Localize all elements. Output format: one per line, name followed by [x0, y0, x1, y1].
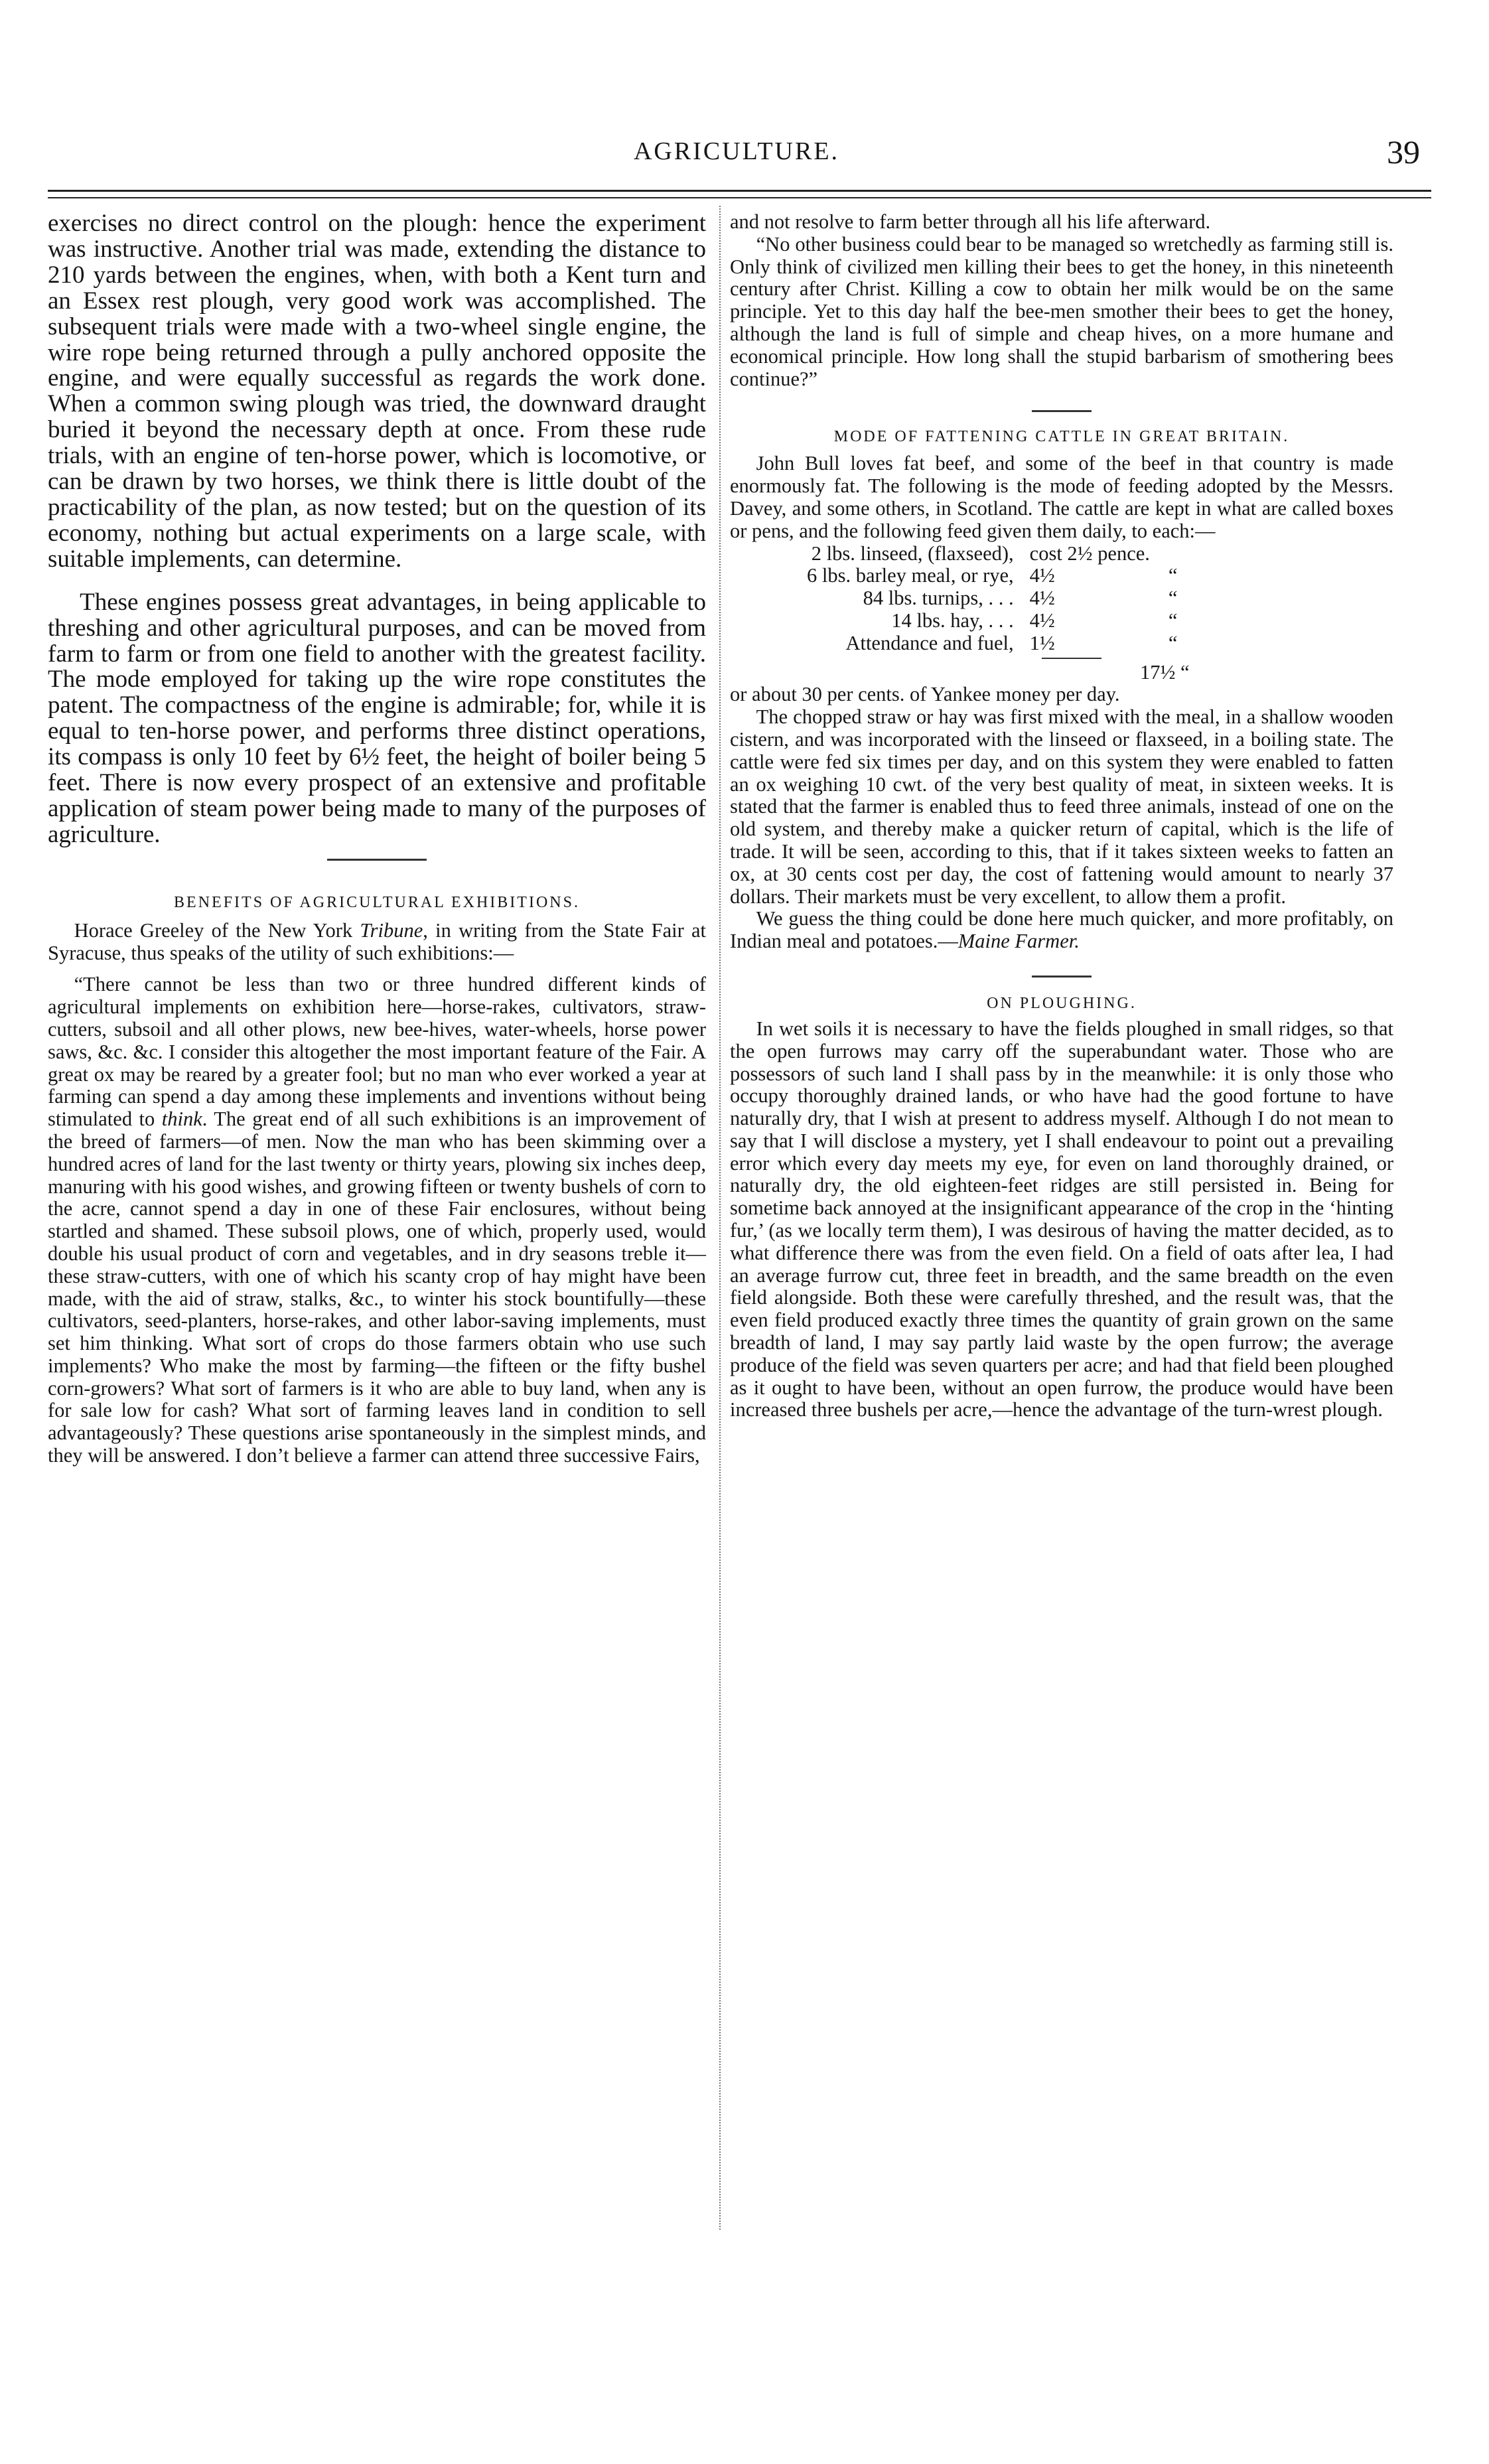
page-number: 39	[1387, 133, 1420, 171]
section-divider	[327, 859, 427, 861]
section-divider	[1032, 410, 1092, 412]
feed-row	[803, 543, 1181, 565]
greeley-quote-start: “There cannot be less than two or three hundred different kinds of agricultural implements on exhibition here—horse-rakes, cultivators, straw-cutters, subsoil and all other plows, new bee-hives, water-wheels, horse power saws, &c. &c. I consider this altogether the most important feature of the Fair. A great ox may be reared by a greater fool; but no man who ever worked a year at farming can spend a day among these implements and inventions without being stimulated to	[48, 973, 706, 1131]
feed-cost: 4½	[1029, 564, 1055, 587]
header-rule	[48, 190, 1431, 198]
exhibitions-heading: BENEFITS OF AGRICULTURAL EXHIBITIONS.	[174, 893, 580, 911]
right-column	[730, 211, 1393, 1421]
feed-total: 17½ “	[1140, 660, 1190, 684]
feed-row	[803, 632, 1181, 655]
feed-ditto: “	[1168, 609, 1178, 632]
feed-cost: 1½	[1029, 631, 1055, 654]
feed-ditto: “	[1168, 564, 1178, 587]
fattening-intro: John Bull loves fat beef, and some of the beef in that country is made enormously fat. The following is the mode of feeding adopted by the Messrs. Davey, and some others, in Scotland. The cattle are kept in what are called boxes or pens, and the following feed given them daily, to each:—	[730, 452, 1393, 542]
feed-item: 6 lbs. barley meal, or rye,	[807, 564, 1014, 587]
ploughing-heading: ON PLOUGHING.	[987, 994, 1137, 1012]
fattening-paragraph-3	[730, 908, 1393, 953]
feed-ditto: “	[1168, 587, 1178, 610]
feed-table	[803, 543, 1181, 655]
feed-cost: 4½	[1029, 587, 1055, 610]
feed-cost: cost 2½ pence.	[1029, 542, 1150, 565]
page-header	[40, 133, 1433, 179]
feed-item: 84 lbs. turnips, . . .	[863, 587, 1014, 610]
feed-ditto	[1154, 543, 1182, 565]
exhibitions-intro-end: , in writing from the State Fair at Syracuse, thus speaks of the utility of such exhibitions:—	[48, 918, 706, 964]
steam-plough-paragraph: exercises no direct control on the plough: hence the experiment was instructive. Another trial was made, extending the distance to 210 yards between the engines, when, with both a Kent turn and an Essex rest plough, very good work was accomplished. The subsequent trials were made with a two-wheel single engine, the wire rope being returned through a pully anchored opposite the engine, and were equally successful as regards the work done. When a common swing plough was tried, the downward draught buried it beyond the necessary depth at once. From these rude trials, with an engine of ten-horse power, which is locomotive, or can be drawn by two horses, we think there is little doubt of the practicability of the plan, as now tested; but on the question of its economy, nothing but actual experiments on a large scale, with suitable implements, can determine.	[48, 210, 706, 573]
feed-item: 2 lbs. linseed, (flaxseed),	[811, 542, 1014, 565]
feed-ditto: “	[1168, 631, 1178, 654]
feed-row	[803, 565, 1181, 587]
fattening-after-table: or about 30 per cents. of Yankee money per day.	[730, 683, 1120, 706]
feed-row	[803, 610, 1181, 632]
think-italic: think	[161, 1108, 202, 1131]
feed-cost: 4½	[1029, 609, 1055, 632]
maine-farmer-source: Maine Farmer.	[957, 930, 1080, 953]
exhibitions-intro-start: Horace Greeley of the New York	[74, 918, 360, 942]
feed-item: Attendance and fuel,	[845, 631, 1014, 654]
left-column	[48, 211, 706, 1467]
exhibitions-intro	[48, 920, 706, 965]
feed-item: 14 lbs. hay, . . .	[891, 609, 1014, 632]
greeley-quote-end: . The great end of all such exhibitions is an improvement of the breed of farmers—of men. Now the man who has been skimming over a hundred acres of land for the last twenty or thirty years, plowing six inches deep, manuring with his good wishes, and growing fifteen or twenty bushels of corn to the acre, cannot spend a day in one of these Fair enclosures, without being startled and shamed. These subsoil plows, one of which, properly used, would double his usual product of corn and vegetables, and in dry seasons treble it—these straw-cutters, with one of which his scanty crop of hay might have been made, with the aid of straw, stalks, &c., to winter his stock bountifully—these cultivators, seed-planters, horse-rakes, and other labor-saving implements, must set him thinking. What sort of crops do those farmers obtain who use such implements? Who make the most by farming—the fifteen or the fifty bushel corn-growers? What sort of farmers is it who are able to buy land, when any is for sale low for cash? What sort of farming leaves land in condition to sell advantageously? These questions arise spontaneously in the simplest minds, and they will be answered. I don’t believe a farmer can attend three successive Fairs,	[48, 1108, 706, 1467]
bee-quote: “No other business could bear to be managed so wretchedly as farming still is. Only think of civilized men killing their bees to get the honey, in this nineteenth century after Christ. Killing a cow to obtain her milk would be on the same principle. Yet to this day half the bee-men smother their bees to get the honey, although the land is full of simple and cheap hives, on a more humane and economical principle. How long shall the stupid barbarism of smothering bees continue?”	[730, 232, 1393, 390]
fattening-heading: MODE OF FATTENING CATTLE IN GREAT BRITAIN.	[833, 428, 1290, 446]
steam-engines-paragraph: These engines possess great advantages, in being applicable to threshing and other agricultural purposes, and can be moved from farm to farm or from one field to another with the greatest facility. The mode employed for taking up the wire rope constitutes the patent. The compactness of the engine is admirable; for, while it is equal to ten-horse power, and performs three distinct operations, its compass is only 10 feet by 6½ feet, the height of boiler being 5 feet. There is now every prospect of an extensive and profitable application of steam power being made to many of the purposes of agriculture.	[48, 588, 706, 848]
total-rule	[1042, 658, 1101, 659]
tribune-italic: Tribune	[360, 918, 423, 942]
ploughing-paragraph: In wet soils it is necessary to have the fields ploughed in small ridges, so that the open furrows may carry off the superabundant water. Those who are possessors of such land I shall pass by in the meanwhile: it is only those who occupy thoroughly drained lands, or who have had the good fortune to have naturally dry, that I wish at present to address myself. Although I do not mean to say that I will disclose a mystery, yet I shall endeavour to point out a prevailing error which every day meets my eye, for even on land thoroughly drained, or naturally dry, the old eighteen-feet ridges are still persisted in. Being for sometime back annoyed at the insignificant appearance of the crop in the ‘hinting fur,’ (as we locally term them), I was desirous of having the matter decided, as to what difference there was from the even field. On a field of oats after lea, I had an average furrow cut, three feet in breadth, and the same breadth on the even field alongside. Both these were carefully threshed, and the result was, that the even field produced exactly three times the quantity of grain grown on the same breadth of land, I may say partly laid waste by the open furrow; the average produce of the field was seven quarters per acre; and had that field been ploughed as it ought to have been, without an open furrow, the produce would have been increased three bushels per acre,—hence the advantage of the turn-wrest plough.	[730, 1017, 1393, 1421]
fattening-guess: We guess the thing could be done here much quicker, and more profitably, on Indian meal and potatoes.—	[730, 907, 1393, 953]
continuation-paragraph: and not resolve to farm better through all his life afterward.	[730, 210, 1211, 233]
column-divider	[719, 206, 721, 2230]
fattening-paragraph-2: The chopped straw or hay was first mixed with the meal, in a shallow wooden cistern, and was incorporated with the linseed or flaxseed, in a boiling state. The cattle were fed six times per day, and on this system they were enabled to fatten an ox weighing 10 cwt. of the very best quality of meat, in sixteen weeks. It is stated that the farmer is enabled thus to feed three animals, instead of one on the old system, and thereby make a quicker return of capital, which is the life of trade. It will be seen, according to this, that if it takes sixteen weeks to fatten an ox, at 30 cents cost per day, the cost of fattening would amount to nearly 37 dollars. Their markets must be very excellent, to allow them a profit.	[730, 705, 1393, 908]
feed-row	[803, 587, 1181, 610]
section-divider	[1032, 976, 1092, 978]
greeley-quote	[48, 974, 706, 1467]
running-title: AGRICULTURE.	[633, 137, 840, 165]
